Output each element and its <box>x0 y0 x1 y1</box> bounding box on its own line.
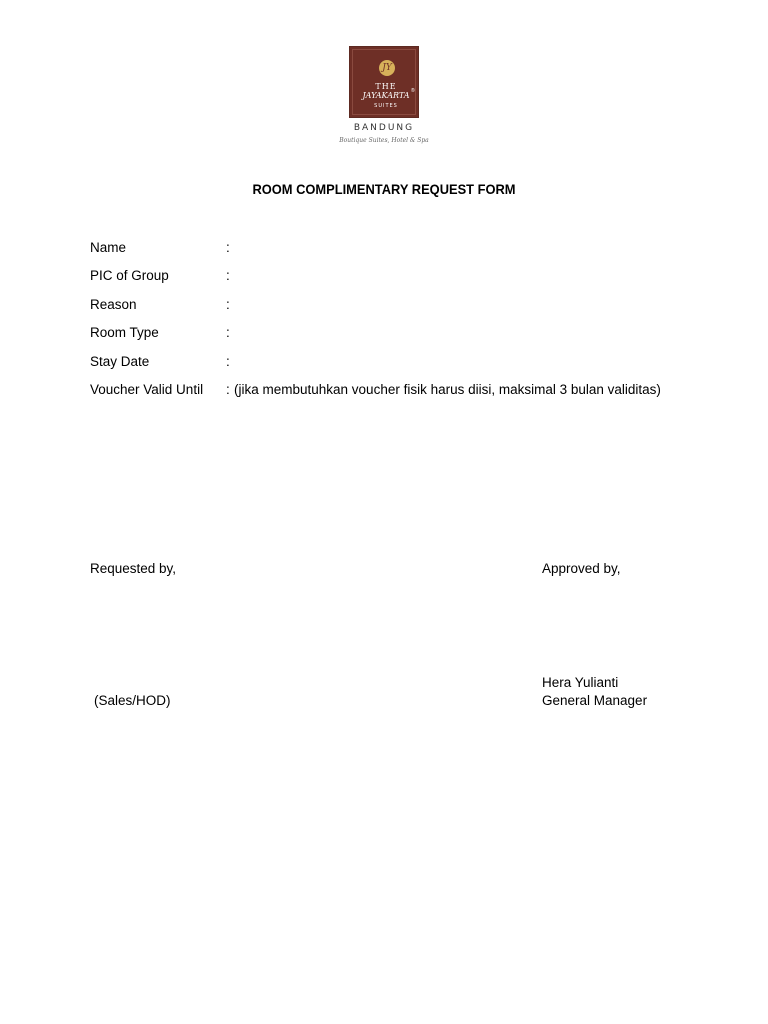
logo-line-jayakarta: JAYAKARTA <box>362 91 410 100</box>
logo-city: BANDUNG <box>353 123 415 133</box>
logo-line-the: THE <box>375 82 397 91</box>
field-label-voucher-valid-until: Voucher Valid Until <box>90 382 204 397</box>
approver-role: General Manager <box>542 693 648 708</box>
logo-emblem-icon: JY <box>379 60 395 76</box>
field-label-stay-date: Stay Date <box>90 354 150 369</box>
field-separator: : <box>226 297 230 312</box>
field-label-pic-of-group: PIC of Group <box>90 268 169 283</box>
approver-name: Hera Yulianti <box>542 675 619 690</box>
requested-by-label: Requested by, <box>90 561 177 576</box>
logo-registered-mark: ® <box>411 88 415 94</box>
hotel-logo <box>349 46 419 118</box>
field-label-room-type: Room Type <box>90 325 159 340</box>
field-separator: : <box>226 354 230 369</box>
approved-by-label: Approved by, <box>542 561 621 576</box>
logo-tagline: Boutique Suites, Hotel & Spa <box>339 137 429 144</box>
logo-frame <box>352 49 416 115</box>
field-label-reason: Reason <box>90 297 137 312</box>
form-title: ROOM COMPLIMENTARY REQUEST FORM <box>252 181 516 197</box>
logo-line-suites: SUITES <box>374 103 398 109</box>
field-separator: : <box>226 382 230 397</box>
field-separator: : <box>226 240 230 255</box>
field-separator: : <box>226 268 230 283</box>
field-separator: : <box>226 325 230 340</box>
field-label-name: Name <box>90 240 127 255</box>
field-note-voucher: (jika membutuhkan voucher fisik harus diisi, maksimal 3 bulan validitas) <box>234 382 661 397</box>
requester-role: (Sales/HOD) <box>94 693 171 708</box>
